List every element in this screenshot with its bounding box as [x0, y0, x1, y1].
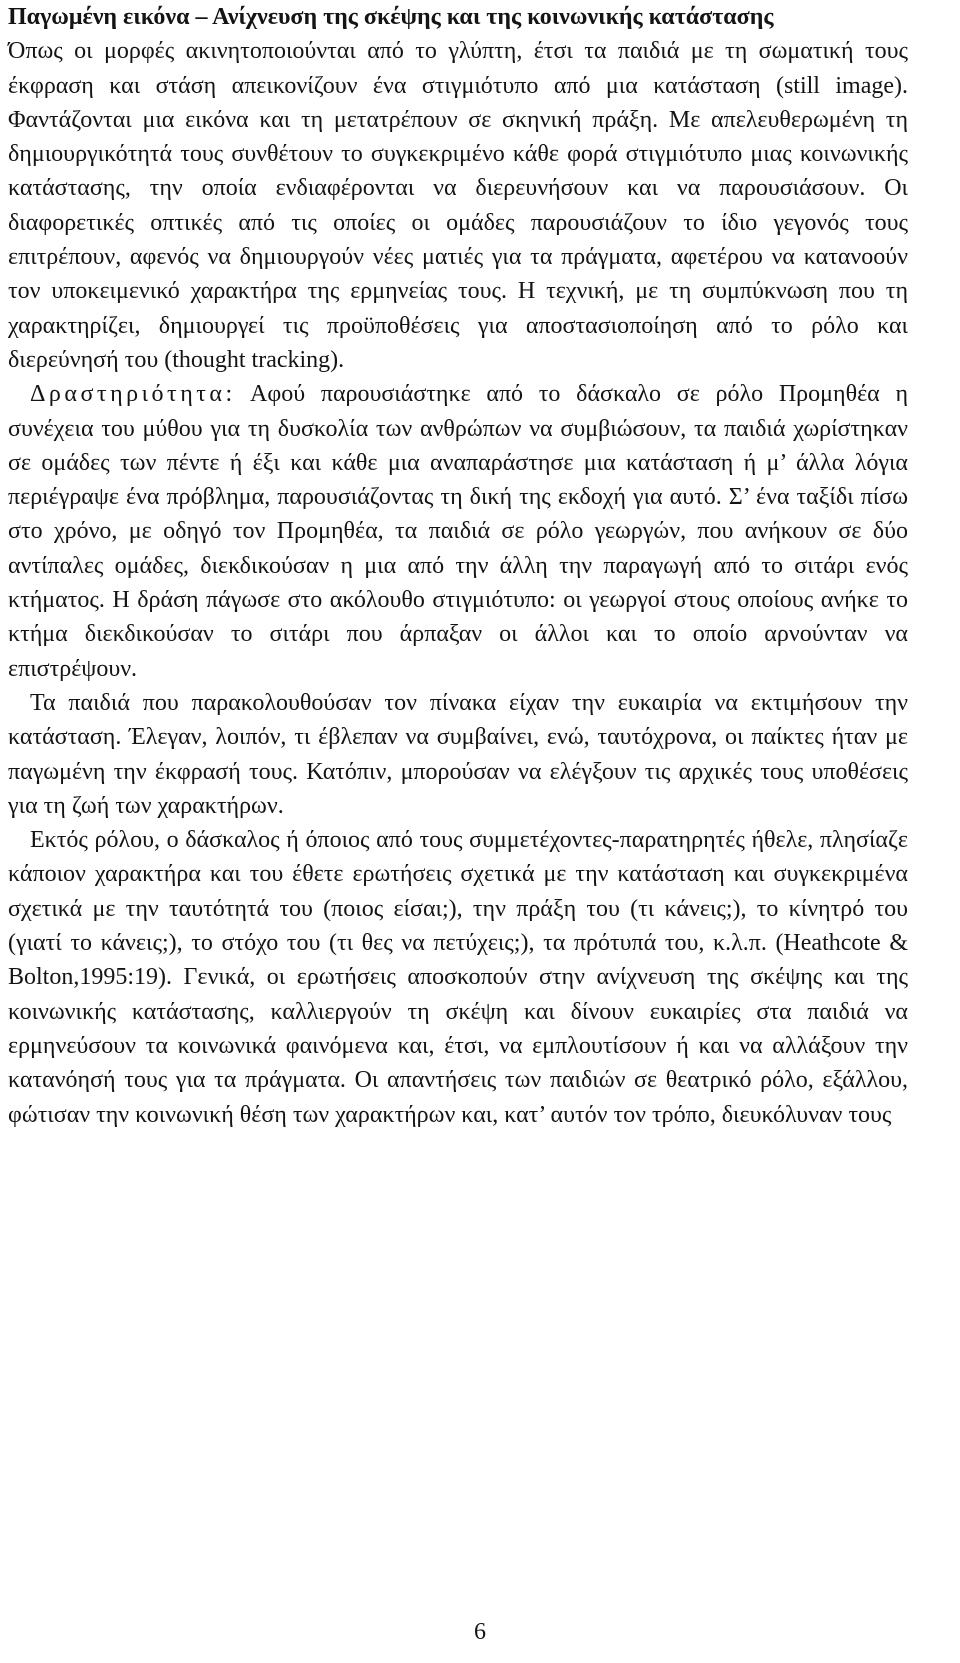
- activity-paragraph: [8, 377, 908, 686]
- intro-text: Όπως οι μορφές ακινητοποιούνται από το γλύπτη, έτσι τα παιδιά με τη σωματική τους έκφραση και στάση απεικονίζουν ένα στιγμιότυπο από μια κατάσταση (still image). Φαντάζονται μια εικόνα και τη μετατρέπουν σε σκηνική πράξη. Με απελευθερωμένη τη δημιουργικότητά τους συνθέτουν το συγκεκριμένο κάθε φορά στιγμιότυπο μιας κοινωνικής κατάστασης, την οποία ενδιαφέρονται να διερευνήσουν και να παρουσιάσουν. Οι διαφορετικές οπτικές από τις οποίες οι ομάδες παρουσιάζουν το ίδιο γεγονός τους επιτρέπουν, αφενός να δημιουργούν νέες ματιές για τα πράγματα, αφετέρου να κατανοούν τον υποκειμενικό χαρακτήρα της ερμηνείας τους. Η τεχνική, με τη συμπύκνωση που τη χαρακτηρίζει, δημιουργεί τις προϋποθέσεις για αποστασιοποίηση από το ρόλο και διερεύνησή του (thought tracking).: [8, 38, 908, 373]
- observation-paragraph: Τα παιδιά που παρακολουθούσαν τον πίνακα είχαν την ευκαιρία να εκτιμήσουν την κατάσταση. Έλεγαν, λοιπόν, τι έβλεπαν να συμβαίνει, ενώ, ταυτόχρονα, οι παίκτες ήταν με παγωμένη την έκφρασή τους. Κατόπιν, μπορούσαν να ελέγξουν τις αρχικές τους υποθέσεις για τη ζωή των χαρακτήρων.: [8, 689, 908, 819]
- questioning-paragraph: Εκτός ρόλου, ο δάσκαλος ή όποιος από τους συμμετέχοντες-παρατηρητές ήθελε, πλησίαζε κάποιον χαρακτήρα και του έθετε ερωτήσεις σχετικά με την κατάσταση και συγκεκριμένα σχετικά με την ταυτότητά του (ποιος είσαι;), την πράξη του (τι κάνεις;), το κίνητρό του (γιατί το κάνεις;), το στόχο του (τι θες να πετύχεις;), τα πρότυπά του, κ.λ.π. (Heathcote & Bolton,1995:19). Γενικά, οι ερωτήσεις αποσκοπούν στην ανίχνευση της σκέψης και της κοινωνικής κατάστασης, καλλιεργούν τη σκέψη και δίνουν ευκαιρίες στα παιδιά να ερμηνεύσουν τα κοινωνικά φαινόμενα και, έτσι, να εμπλουτίσουν ή και να αλλάξουν την κατανόησή τους για τα πράγματα. Οι απαντήσεις των παιδιών σε θεατρικό ρόλο, εξάλλου, φώτισαν την κοινωνική θέση των χαρακτήρων και, κατ’ αυτόν τον τρόπο, διευκόλυναν τους: [8, 827, 908, 1128]
- document-page: [8, 0, 908, 1132]
- intro-paragraph: [8, 0, 908, 377]
- activity-text: Αφού παρουσιάστηκε από το δάσκαλο σε ρόλο Προμηθέα η συνέχεια του μύθου για τη δυσκολία των ανθρώπων να συμβιώσουν, τα παιδιά χωρίστηκαν σε ομάδες των πέντε ή έξι και κάθε μια αναπαράστησε μια κατάσταση ή μ’ άλλα λόγια περιέγραψε ένα πρόβλημα, παρουσιάζοντας τη δική της εκδοχή για αυτό. Σ’ ένα ταξίδι πίσω στο χρόνο, με οδηγό τον Προμηθέα, τα παιδιά σε ρόλο γεωργών, που ανήκουν σε δύο αντίπαλες ομάδες, διεκδικούσαν η μια από την άλλη την παραγωγή από το σιτάρι ενός κτήματος. Η δράση πάγωσε στο ακόλουθο στιγμιότυπο: οι γεωργοί στους οποίους ανήκε το κτήμα διεκδικούσαν το σιτάρι που άρπαξαν οι άλλοι και το οποίο αρνούνταν να επιστρέψουν.: [8, 381, 908, 682]
- activity-label: Δραστηριότητα:: [30, 381, 236, 408]
- page-number: 6: [474, 1619, 486, 1645]
- section-heading: Παγωμένη εικόνα – Ανίχνευση της σκέψης και της κοινωνικής κατάστασης: [8, 4, 774, 30]
